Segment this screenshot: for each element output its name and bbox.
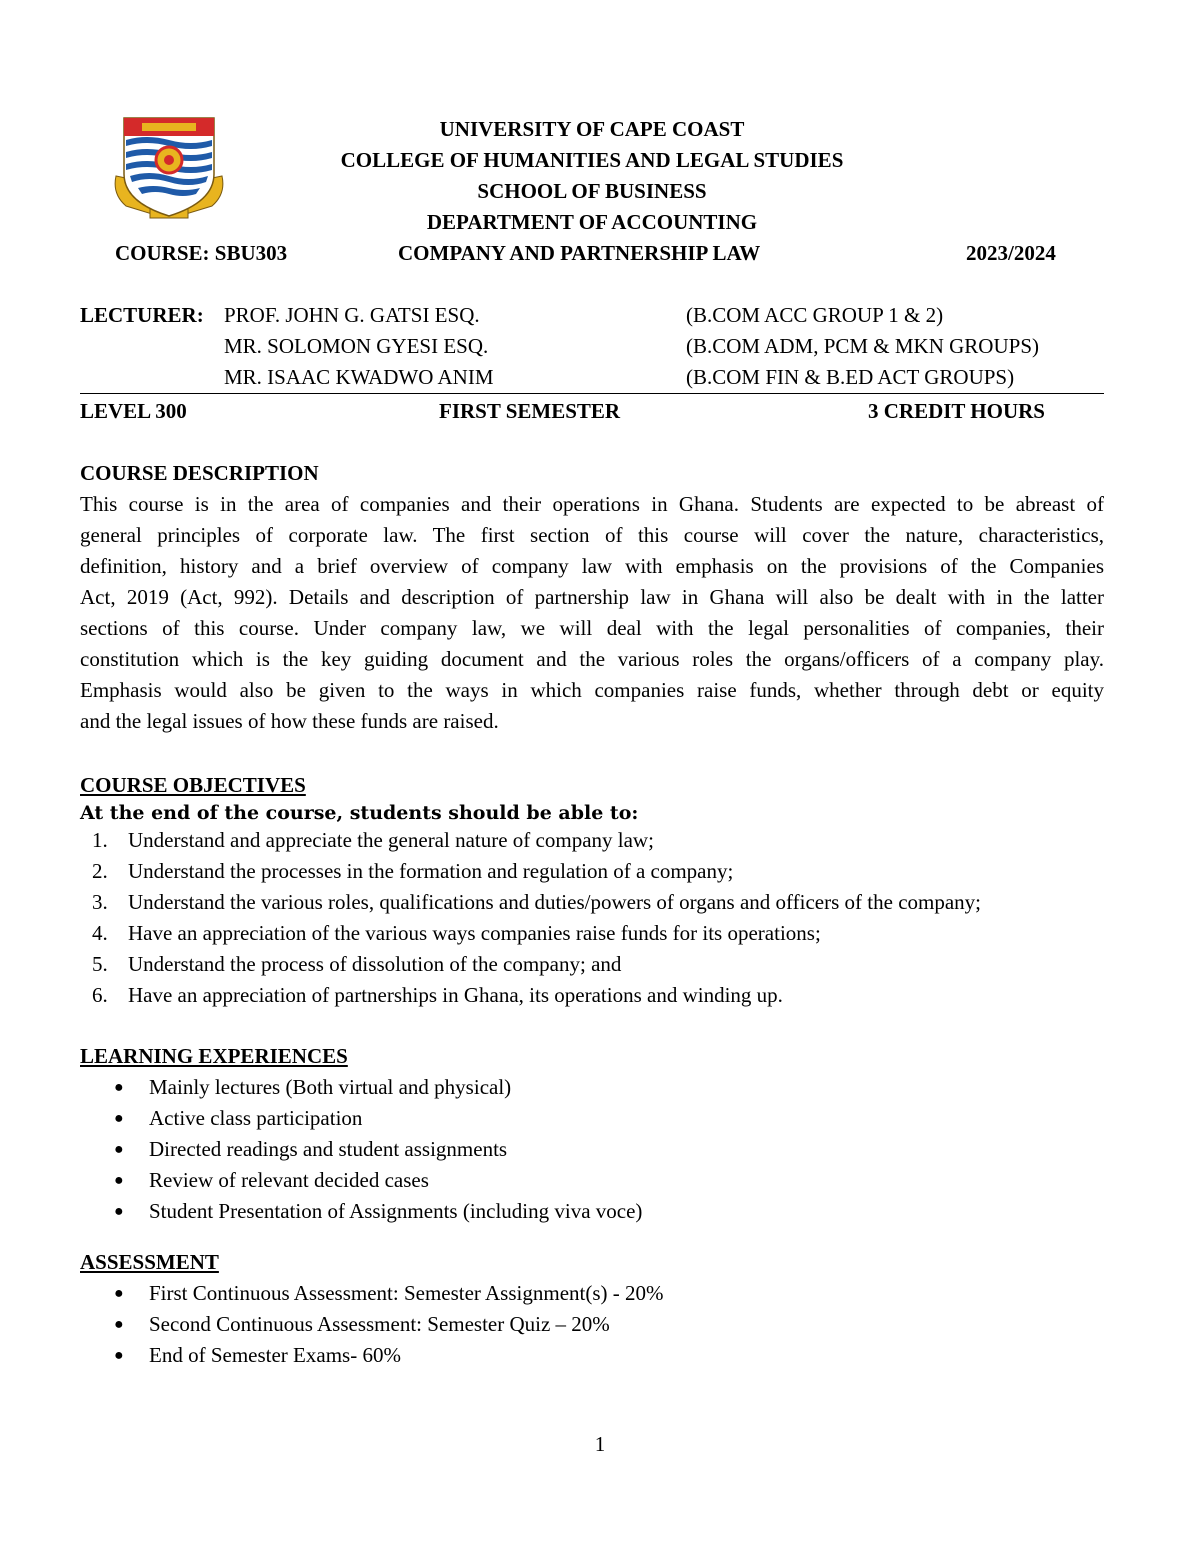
item-text: Second Continuous Assessment: Semester Quiz – 20% <box>149 1312 610 1336</box>
university-name: UNIVERSITY OF CAPE COAST <box>439 117 745 141</box>
divider <box>80 393 1104 394</box>
lecturer-name: MR. ISAAC KWADWO ANIM <box>224 365 494 389</box>
course-description-title: COURSE DESCRIPTION <box>80 461 319 485</box>
list-item <box>80 980 1120 1011</box>
bullet-icon: ● <box>114 1203 124 1220</box>
assessment-title: ASSESSMENT <box>80 1250 219 1274</box>
bullet-icon: ● <box>114 1110 124 1127</box>
list-item <box>80 825 1120 856</box>
item-text: Understand the various roles, qualifications and duties/powers of organs and officers of the company; <box>128 890 982 914</box>
lecturer-label: LECTURER: <box>80 303 204 327</box>
item-text: Student Presentation of Assignments (including viva voce) <box>149 1199 643 1223</box>
semester: FIRST SEMESTER <box>439 399 621 423</box>
item-text: Understand the process of dissolution of the company; and <box>128 952 622 976</box>
lecturer-name: PROF. JOHN G. GATSI ESQ. <box>224 303 480 327</box>
level-row <box>80 396 1104 427</box>
list-item <box>80 1103 1120 1134</box>
academic-year: 2023/2024 <box>966 241 1056 265</box>
item-number: 4. <box>92 921 108 945</box>
bullet-icon: ● <box>114 1172 124 1189</box>
item-text: First Continuous Assessment: Semester Assignment(s) - 20% <box>149 1281 664 1305</box>
university-crest-icon <box>112 114 226 228</box>
lecturer-group: (B.COM FIN & B.ED ACT GROUPS) <box>686 365 1015 389</box>
list-item <box>80 1072 1120 1103</box>
item-number: 6. <box>92 983 108 1007</box>
item-number: 1. <box>92 828 108 852</box>
description-line: and the legal issues of how these funds are raised. <box>80 709 499 733</box>
objectives-list <box>80 825 1120 1011</box>
list-item <box>80 856 1120 887</box>
lecturer-group: (B.COM ADM, PCM & MKN GROUPS) <box>686 334 1039 358</box>
learning-experiences-title: LEARNING EXPERIENCES <box>80 1044 348 1068</box>
lecturer-group: (B.COM ACC GROUP 1 & 2) <box>686 303 944 327</box>
credit-hours: 3 CREDIT HOURS <box>868 399 1045 423</box>
college-name: COLLEGE OF HUMANITIES AND LEGAL STUDIES <box>340 148 844 172</box>
bullet-icon: ● <box>114 1141 124 1158</box>
lecturer-row <box>80 300 1104 331</box>
item-number: 5. <box>92 952 108 976</box>
description-line: This course is in the area of companies and their operations in Ghana. Students are expected to be abreast of <box>80 492 1104 516</box>
item-text: Active class participation <box>149 1106 363 1130</box>
description-line: Act, 2019 (Act, 992). Details and description of partnership law in Ghana will also be dealt with in the latter <box>80 585 1104 609</box>
course-code: COURSE: SBU303 <box>115 241 288 265</box>
list-item <box>80 1340 1120 1371</box>
item-text: Directed readings and student assignments <box>149 1137 508 1161</box>
list-item <box>80 1134 1120 1165</box>
lecturer-row <box>80 362 1104 393</box>
description-line: Emphasis would also be given to the ways in which companies raise funds, whether through debt or equity <box>80 678 1104 702</box>
description-line: constitution which is the key guiding document and the various roles the organs/officers of a company play. <box>80 647 1104 671</box>
school-name: SCHOOL OF BUSINESS <box>477 179 707 203</box>
department-name: DEPARTMENT OF ACCOUNTING <box>426 210 758 234</box>
item-text: Understand the processes in the formation and regulation of a company; <box>128 859 734 883</box>
list-item <box>80 949 1120 980</box>
page-number: 1 <box>594 1432 606 1456</box>
item-text: Have an appreciation of partnerships in Ghana, its operations and winding up. <box>128 983 783 1007</box>
lecturer-row <box>80 331 1104 362</box>
item-text: Mainly lectures (Both virtual and physical) <box>149 1075 512 1099</box>
course-description-text <box>80 489 1104 737</box>
item-text: Have an appreciation of the various ways companies raise funds for its operations; <box>128 921 821 945</box>
list-item <box>80 918 1120 949</box>
item-text: End of Semester Exams- 60% <box>149 1343 401 1367</box>
bullet-icon: ● <box>114 1079 124 1096</box>
course-objectives-title: COURSE OBJECTIVES <box>80 773 306 797</box>
bullet-icon: ● <box>114 1347 124 1364</box>
course-row <box>80 238 1104 269</box>
list-item <box>80 1278 1120 1309</box>
item-number: 2. <box>92 859 108 883</box>
list-item <box>80 1309 1120 1340</box>
description-line: sections of this course. Under company law, we will deal with the legal personalities of companies, their <box>80 616 1104 640</box>
course-title: COMPANY AND PARTNERSHIP LAW <box>398 241 761 265</box>
objectives-intro: At the end of the course, students should be able to: <box>80 802 639 824</box>
lecturer-name: MR. SOLOMON GYESI ESQ. <box>224 334 489 358</box>
list-item <box>80 1196 1120 1227</box>
item-number: 3. <box>92 890 108 914</box>
assessment-list <box>80 1278 1120 1371</box>
item-text: Review of relevant decided cases <box>149 1168 429 1192</box>
list-item <box>80 1165 1120 1196</box>
bullet-icon: ● <box>114 1316 124 1333</box>
bullet-icon: ● <box>114 1285 124 1302</box>
description-line: definition, history and a brief overview of company law with emphasis on the provisions of the Companies <box>80 554 1104 578</box>
learning-list <box>80 1072 1120 1227</box>
item-text: Understand and appreciate the general nature of company law; <box>128 828 654 852</box>
level: LEVEL 300 <box>80 399 187 423</box>
description-line: general principles of corporate law. The first section of this course will cover the nature, characteristics, <box>80 523 1104 547</box>
list-item <box>80 887 1120 918</box>
